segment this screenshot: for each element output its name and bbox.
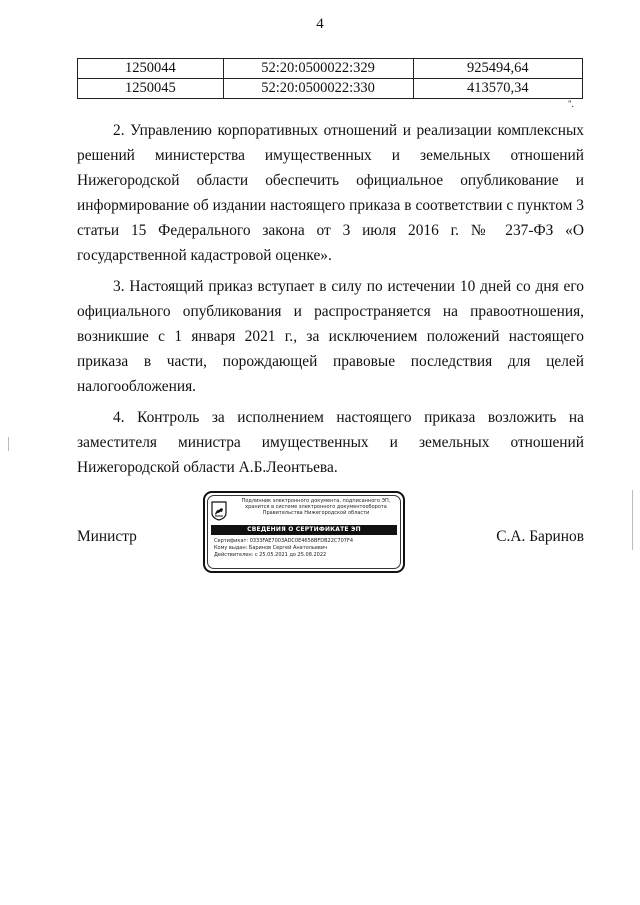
certificate-serial: Сертификат: 0333FAE7003ADC0E4658BFDB22C707F4 <box>214 538 354 544</box>
scan-artifact <box>8 437 9 451</box>
table-cell-id: 1250045 <box>78 79 224 99</box>
page-number: 4 <box>316 16 324 32</box>
scan-artifact <box>632 490 633 550</box>
signatory-name: С.А. Баринов <box>496 528 584 545</box>
paragraph-3: 3. Настоящий приказ вступает в силу по истечении 10 дней со дня его официального опубликования и распространяется на правоотношения, возникшие с 1 января 2021 г., за исключением положений настоящего приказа в части, порождающей правовые последствия для целей налогообложения. <box>77 278 584 395</box>
certificate-info-bar: СВЕДЕНИЯ О СЕРТИФИКАТЕ ЭП <box>211 525 397 535</box>
table-cell-value: 413570,34 <box>413 79 582 99</box>
closing-quote-mark: ". <box>568 99 574 109</box>
table-cell-id: 1250044 <box>78 59 224 79</box>
stamp-header-line: Подлинник электронного документа, подписанного ЭП, <box>241 498 391 504</box>
certificate-owner: Кому выдан: Баринов Сергей Анатольевич <box>214 545 328 551</box>
document-body <box>77 118 584 486</box>
cadastral-value-table <box>77 58 583 99</box>
electronic-signature-stamp <box>203 491 405 573</box>
stamp-header-line: Правительства Нижегородской области <box>262 510 370 516</box>
certificate-details <box>214 538 400 559</box>
paragraph-2: 2. Управлению корпоративных отношений и реализации комплексных решений министерства имущественных и земельных отношений Нижегородской области обеспечить официальное опубликование и информирование об издании настоящего приказа в соответствии с пунктом 3 статьи 15 Федерального закона от 3 июля 2016 г. № 237-ФЗ «О государственной кадастровой оценке». <box>77 122 584 264</box>
certificate-validity: Действителен: с 25.05.2021 до 25.08.2022 <box>214 552 327 558</box>
coat-of-arms-icon <box>211 501 227 521</box>
table-cell-value: 925494,64 <box>413 59 582 79</box>
stamp-header-line: хранится в системе электронного документооборота <box>245 504 387 510</box>
table-cell-cadastral-number: 52:20:0500022:329 <box>223 59 413 79</box>
table-row <box>78 59 583 79</box>
paragraph-4: 4. Контроль за исполнением настоящего приказа возложить на заместителя министра имущественных и земельных отношений Нижегородской области А.Б.Леонтьева. <box>77 409 584 476</box>
table-row <box>78 79 583 99</box>
table-cell-cadastral-number: 52:20:0500022:330 <box>223 79 413 99</box>
signatory-title: Министр <box>77 528 137 545</box>
stamp-header <box>231 498 401 516</box>
